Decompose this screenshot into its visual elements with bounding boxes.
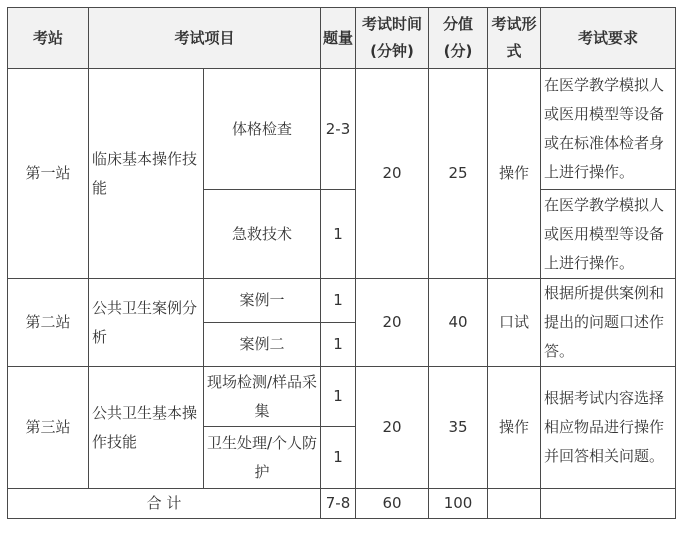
header-score: 分值(分) [429, 8, 488, 69]
station-score: 25 [429, 69, 488, 279]
header-count: 题量 [321, 8, 356, 69]
header-station: 考站 [8, 8, 89, 69]
sub-item: 现场检测/样品采集 [204, 367, 321, 427]
station-score: 35 [429, 367, 488, 489]
table-row [8, 367, 676, 427]
sub-requirement: 在医学教学模拟人或医用模型等设备上进行操作。 [541, 190, 676, 279]
sub-count: 1 [321, 427, 356, 489]
total-label: 合 计 [8, 489, 321, 519]
sub-count: 1 [321, 367, 356, 427]
sub-count: 2-3 [321, 69, 356, 190]
station-name: 第一站 [8, 69, 89, 279]
station-format: 操作 [488, 367, 541, 489]
sub-count: 1 [321, 190, 356, 279]
header-format: 考试形式 [488, 8, 541, 69]
station-format: 操作 [488, 69, 541, 279]
table-row [8, 69, 676, 190]
sub-item: 卫生处理/个人防护 [204, 427, 321, 489]
sub-count: 1 [321, 279, 356, 323]
station-requirement: 根据考试内容选择相应物品进行操作并回答相关问题。 [541, 367, 676, 489]
sub-item: 案例一 [204, 279, 321, 323]
total-row [8, 489, 676, 519]
total-count: 7-8 [321, 489, 356, 519]
station-project: 公共卫生案例分析 [89, 279, 204, 367]
exam-table [7, 7, 676, 519]
station-project: 公共卫生基本操作技能 [89, 367, 204, 489]
sub-item: 案例二 [204, 323, 321, 367]
sub-requirement: 在医学教学模拟人或医用模型等设备或在标准体检者身上进行操作。 [541, 69, 676, 190]
header-item: 考试项目 [89, 8, 321, 69]
station-time: 20 [356, 279, 429, 367]
station-requirement: 根据所提供案例和提出的问题口述作答。 [541, 279, 676, 367]
total-requirement [541, 489, 676, 519]
station-time: 20 [356, 367, 429, 489]
station-time: 20 [356, 69, 429, 279]
station-name: 第二站 [8, 279, 89, 367]
header-requirement: 考试要求 [541, 8, 676, 69]
station-format: 口试 [488, 279, 541, 367]
station-name: 第三站 [8, 367, 89, 489]
total-time: 60 [356, 489, 429, 519]
sub-item: 急救技术 [204, 190, 321, 279]
sub-item: 体格检查 [204, 69, 321, 190]
station-score: 40 [429, 279, 488, 367]
header-row [8, 8, 676, 69]
table-row [8, 279, 676, 323]
total-format [488, 489, 541, 519]
sub-count: 1 [321, 323, 356, 367]
total-score: 100 [429, 489, 488, 519]
header-time: 考试时间(分钟) [356, 8, 429, 69]
station-project: 临床基本操作技能 [89, 69, 204, 279]
